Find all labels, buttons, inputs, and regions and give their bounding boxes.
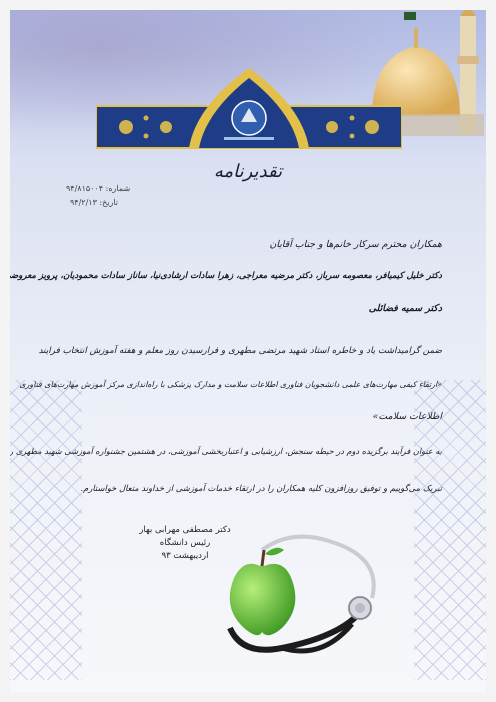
paragraph-2-line-1: به عنوان فرآیند برگزیده دوم در حیطه سنجش، ارزشیابی و اعتبار‌بخشی آموزشی، در هشتمین جشنواره آموزشی شهید مطهری را bbox=[7, 446, 442, 456]
reference-number-label: شماره: bbox=[105, 184, 131, 193]
recipient-names-line-2: دکتر سمیه فضائلی bbox=[368, 303, 442, 314]
salutation: همکاران محترم سرکار خانم‌ها و جناب آقایان bbox=[269, 239, 442, 250]
issue-date bbox=[70, 198, 118, 207]
paragraph-2-line-2: تبریک می‌گوییم و توفیق روزافزون کلیه همکاران را در ارتقاء خدمات آموزشی از خداوند متعال خواستارم. bbox=[80, 483, 442, 493]
paragraph-1-line-2: «ارتقاء کیفی مهارت‌های علمی دانشجویان فناوری اطلاعات سلامت و مدارک پزشکی با راه‌اندازی مرکز آموزش مهارت‌های فناوری bbox=[19, 380, 442, 389]
issue-date-value: ۹۴/۲/۱۳ bbox=[70, 198, 97, 207]
signature-date: اردیبهشت ۹۳ bbox=[161, 551, 209, 561]
recipient-names-line-1: دکتر خلیل کیمیافر، معصومه سرباز، دکتر مرضیه معراجی، زهرا سادات ارشادی‌نیا، ساناز سادات محمودیان، پرویز معروضی، bbox=[1, 271, 442, 281]
right-geometric-pattern bbox=[414, 380, 486, 680]
signatory-role: رئیس دانشگاه bbox=[159, 538, 211, 548]
reference-number bbox=[66, 184, 130, 193]
paragraph-1-line-3: اطلاعات سلامت» bbox=[372, 411, 442, 422]
left-geometric-pattern bbox=[10, 380, 82, 680]
apple-stethoscope-illustration bbox=[222, 528, 392, 658]
issue-date-label: تاریخ: bbox=[99, 198, 119, 207]
paragraph-1-line-1: ضمن گرامیداشت یاد و خاطره استاد شهید مرتضی مطهری و فرارسیدن روز معلم و هفته آموزش انتخاب فرایند bbox=[38, 346, 442, 356]
certificate-title: تقدیرنامه bbox=[213, 161, 283, 182]
university-emblem-banner bbox=[96, 66, 402, 150]
reference-number-value: ۹۴/۸۱۵۰۰۴ bbox=[66, 184, 104, 193]
signatory-name: دکتر مصطفی مهرابی بهار bbox=[139, 525, 231, 535]
